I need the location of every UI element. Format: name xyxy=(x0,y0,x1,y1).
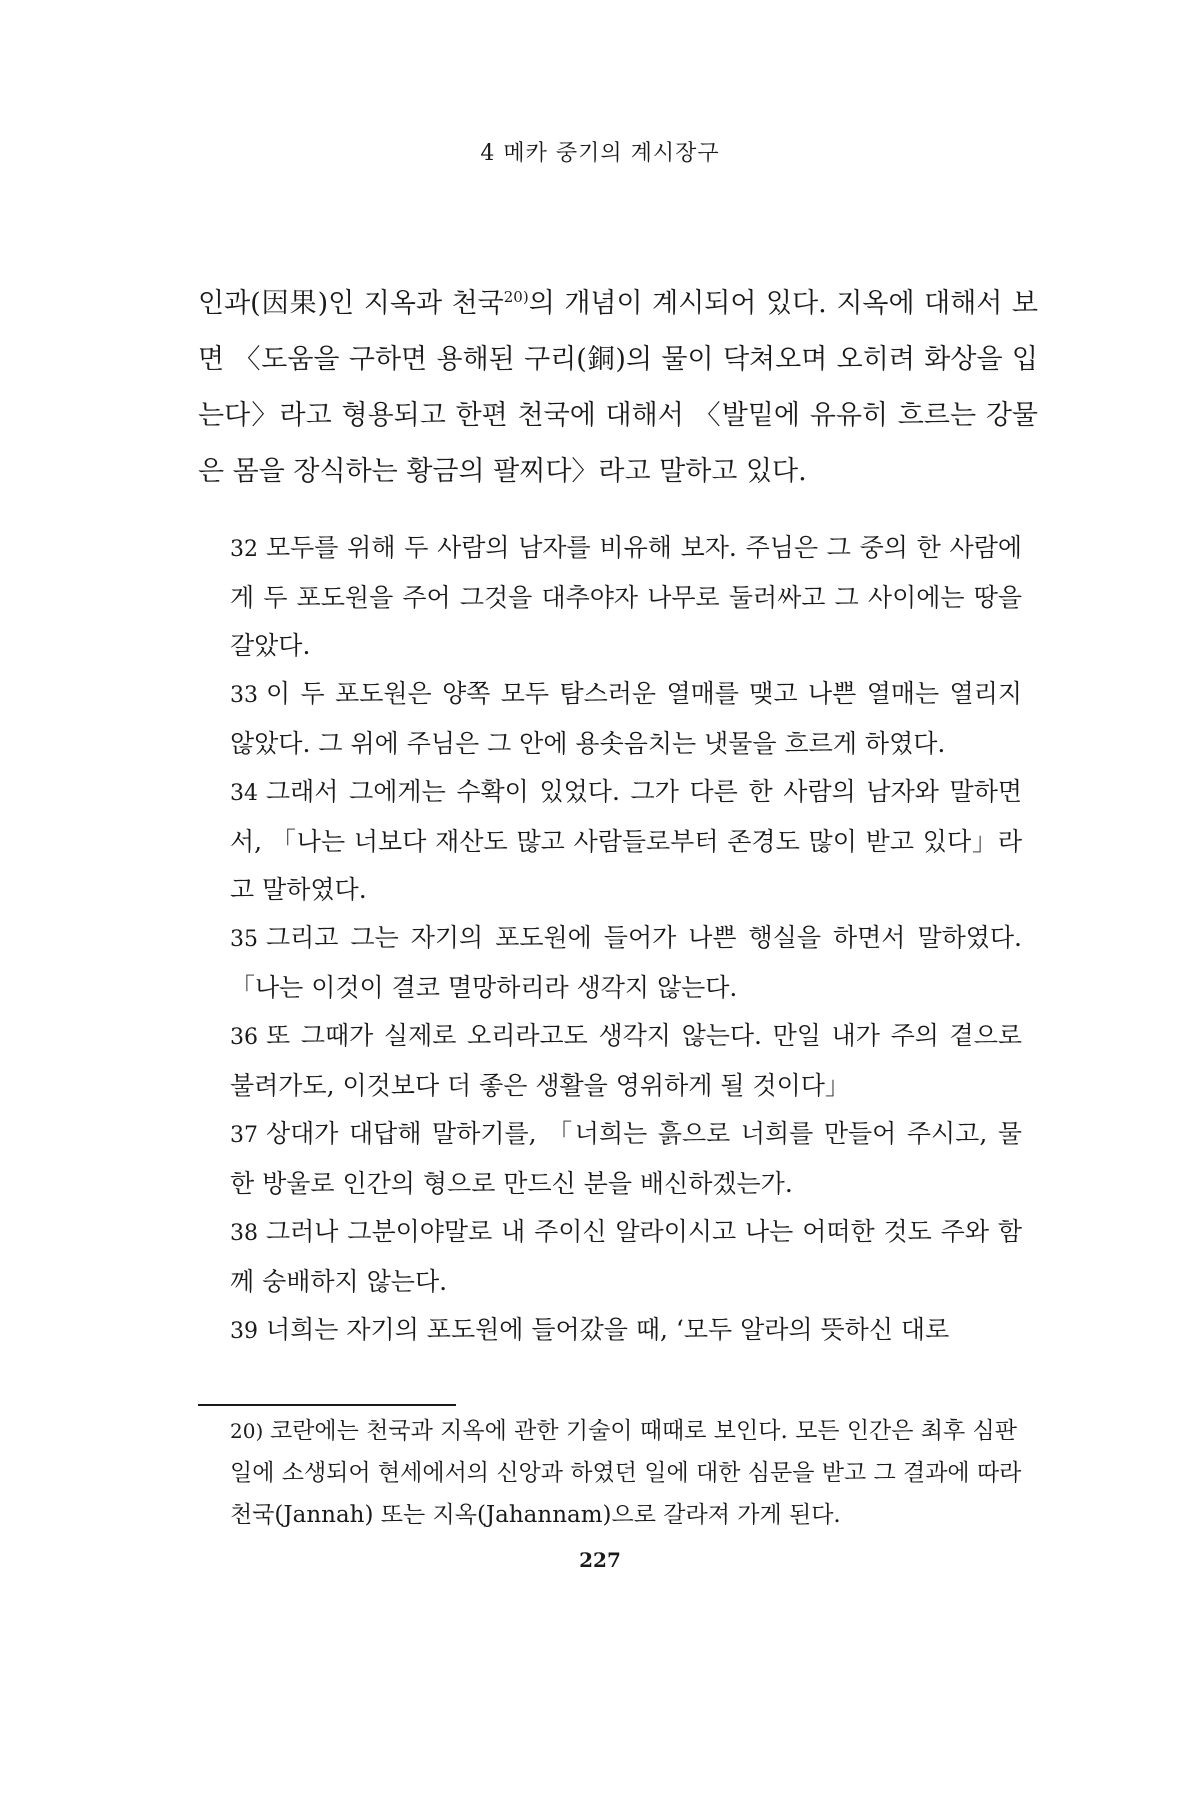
verse-list xyxy=(230,524,1022,1356)
verse-number: 35 xyxy=(230,927,258,952)
verse-number: 33 xyxy=(230,683,258,708)
verse-text: 그래서 그에게는 수확이 있었다. 그가 다른 한 사람의 남자와 말하면서, 「나는 너보다 재산도 많고 사람들로부터 존경도 많이 받고 있다」라고 말하였다. xyxy=(230,777,1022,904)
verse-38 xyxy=(230,1208,1022,1306)
footnote-20 xyxy=(230,1410,1038,1536)
body-text-before-ref: 인과(因果)인 지옥과 천국 xyxy=(198,288,504,319)
verse-34 xyxy=(230,768,1022,914)
verse-text: 이 두 포도원은 양쪽 모두 탐스러운 열매를 맺고 나쁜 열매는 열리지 않았다. 그 위에 주님은 그 안에 용솟음치는 냇물을 흐르게 하였다. xyxy=(230,679,1022,758)
verse-text: 또 그때가 실제로 오리라고도 생각지 않는다. 만일 내가 주의 곁으로 불려가도, 이것보다 더 좋은 생활을 영위하게 될 것이다」 xyxy=(230,1021,1022,1100)
footnote-divider xyxy=(198,1404,456,1406)
footnote-marker: 20) xyxy=(230,1419,264,1443)
verse-text: 상대가 대답해 말하기를, 「너희는 흙으로 너희를 만들어 주시고, 물 한 방울로 인간의 형으로 만드신 분을 배신하겠는가. xyxy=(230,1119,1022,1198)
verse-text: 모두를 위해 두 사람의 남자를 비유해 보자. 주님은 그 중의 한 사람에게 두 포도원을 주어 그것을 대추야자 나무로 둘러싸고 그 사이에는 땅을 갈았다. xyxy=(230,533,1022,660)
verse-text: 그러나 그분이야말로 내 주이신 알라이시고 나는 어떠한 것도 주와 함께 숭배하지 않는다. xyxy=(230,1217,1022,1296)
verse-number: 39 xyxy=(230,1319,258,1344)
verse-number: 32 xyxy=(230,537,258,562)
page-number: 227 xyxy=(579,1548,621,1572)
body-paragraph xyxy=(198,276,1038,500)
verse-text: 너희는 자기의 포도원에 들어갔을 때, ‘모두 알라의 뜻하신 대로 xyxy=(266,1315,950,1344)
verse-text: 그리고 그는 자기의 포도원에 들어가 나쁜 행실을 하면서 말하였다.「나는 이것이 결코 멸망하리라 생각지 않는다. xyxy=(230,923,1022,1002)
running-head: 4 메카 중기의 계시장구 xyxy=(480,141,720,166)
verse-32 xyxy=(230,524,1022,670)
verse-35 xyxy=(230,914,1022,1012)
verse-number: 36 xyxy=(230,1025,258,1050)
verse-37 xyxy=(230,1110,1022,1208)
verse-number: 37 xyxy=(230,1123,258,1148)
verse-39 xyxy=(230,1306,1022,1356)
verse-36 xyxy=(230,1012,1022,1110)
body-text-after-ref: 의 개념이 계시되어 있다. 지옥에 대해서 보면 〈도움을 구하면 용해된 구리(銅)의 물이 닥쳐오며 오히려 화상을 입는다〉라고 형용되고 한편 천국에 대해서 〈발밑에 유유히 흐르는 강물은 몸을 장식하는 황금의 팔찌다〉라고 말하고 있다. xyxy=(198,288,1038,487)
verse-number: 38 xyxy=(230,1221,258,1246)
footnote-text: 코란에는 천국과 지옥에 관한 기술이 때때로 보인다. 모든 인간은 최후 심판일에 소생되어 현세에서의 신앙과 하였던 일에 대한 심문을 받고 그 결과에 따라 천국(Jannah) 또는 지옥(Jahannam)으로 갈라져 가게 된다. xyxy=(230,1418,1022,1528)
verse-number: 34 xyxy=(230,781,258,806)
verse-33 xyxy=(230,670,1022,768)
footnote-reference: 20) xyxy=(503,288,529,306)
